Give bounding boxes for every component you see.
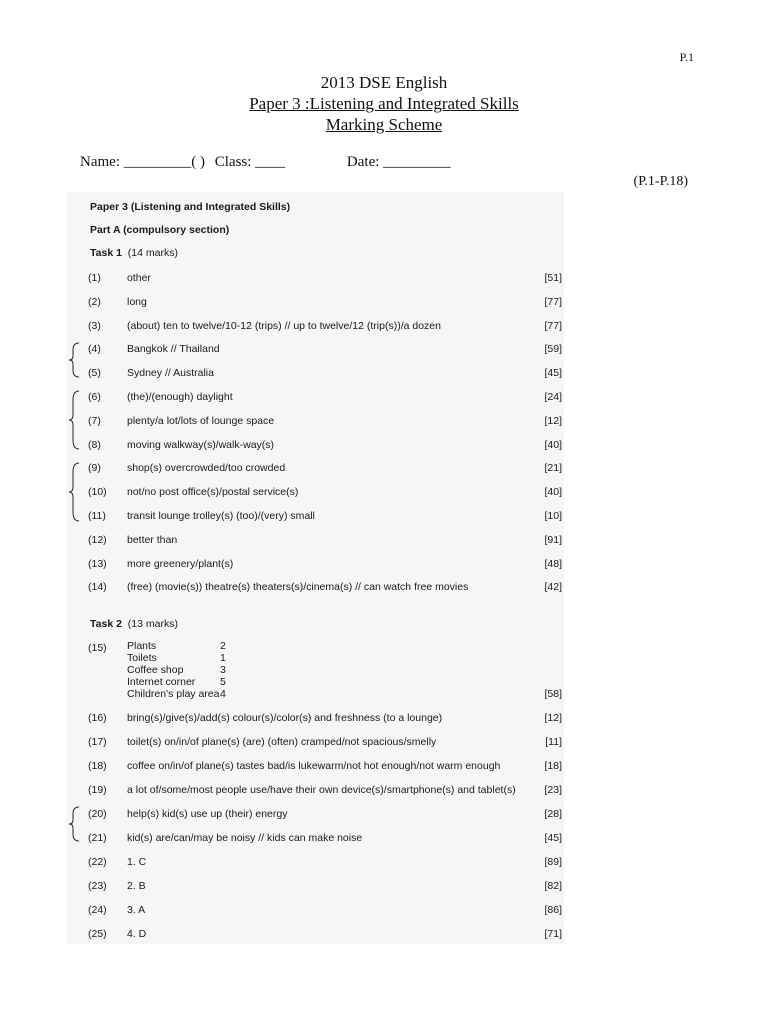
question-number: (17) [88, 736, 107, 748]
answer-row [66, 712, 564, 726]
question-number: (7) [88, 414, 101, 427]
question-number: (21) [88, 832, 107, 844]
brace-4-5 [68, 342, 80, 378]
answer-text: not/no post office(s)/postal service(s) [127, 486, 299, 499]
reference-code: [42] [544, 581, 562, 594]
ranking-item [127, 652, 247, 664]
reference-code: [45] [544, 832, 562, 844]
class-field: Class: ____ [214, 154, 286, 170]
reference-code: [18] [544, 760, 562, 772]
exam-title: 2013 DSE English [320, 73, 448, 92]
ranking-item-value: 2 [220, 640, 226, 652]
question-number: (14) [88, 581, 107, 594]
answer-text: plenty/a lot/lots of lounge space [127, 414, 275, 427]
answer-row [66, 343, 564, 357]
ranking-item-value: 1 [220, 652, 226, 664]
ranking-item-value: 3 [220, 664, 226, 676]
ranking-item-value: 4 [220, 688, 226, 700]
reference-code: [58] [544, 688, 562, 700]
ranking-item-value: 5 [220, 676, 226, 688]
answer-row [66, 486, 564, 500]
answer-text: a lot of/some/most people use/have their own device(s)/smartphone(s) and tablet(s) [127, 784, 516, 796]
question-number: (1) [88, 272, 101, 284]
question-number: (4) [88, 343, 101, 356]
answer-row [66, 320, 564, 334]
answer-row [66, 272, 564, 286]
answer-text: 2. B [127, 880, 146, 892]
scheme-title: Marking Scheme [325, 115, 443, 134]
answer-text: other [127, 272, 151, 284]
answer-text: coffee on/in/of plane(s) tastes bad/is lukewarm/not hot enough/not warm enough [127, 760, 501, 772]
task2-label: Task 2 [90, 618, 122, 630]
question-number: (8) [88, 438, 101, 451]
question-number: (18) [88, 760, 107, 772]
question-number: (11) [88, 510, 106, 522]
reference-code: [40] [544, 486, 562, 499]
ranking-item [127, 664, 247, 676]
ranking-item-name: Coffee shop [127, 664, 184, 676]
reference-code: [91] [544, 533, 562, 546]
scan-paper-title: Paper 3 (Listening and Integrated Skills) [90, 201, 291, 213]
reference-code: [23] [544, 784, 562, 796]
answer-row [66, 391, 564, 405]
ranking-item-name: Internet corner [127, 676, 196, 688]
answer-text: moving walkway(s)/walk-way(s) [127, 438, 275, 451]
brace-9-11 [68, 462, 80, 522]
answer-text: (free) (movie(s)) theatre(s) theaters(s)/cinema(s) // can watch free movies [127, 581, 469, 594]
answer-row [66, 736, 564, 750]
brace-6-8 [68, 390, 80, 450]
reference-code: [40] [544, 438, 562, 451]
answer-row [66, 880, 564, 894]
answer-text: toilet(s) on/in/of plane(s) (are) (often) cramped/not spacious/smelly [127, 736, 437, 748]
question-number: (19) [88, 784, 107, 796]
answer-row [66, 760, 564, 774]
answer-text: (about) ten to twelve/10-12 (trips) // up to twelve/12 (trip(s))/a dozen [127, 319, 441, 332]
reference-code: [24] [544, 391, 562, 403]
paper-title: Paper 3 :Listening and Integrated Skills [249, 94, 519, 113]
page-number: P.1 [679, 50, 694, 64]
question-number: (25) [88, 928, 107, 940]
answer-row [66, 581, 564, 595]
answer-row [66, 832, 564, 846]
answer-text: long [127, 295, 147, 308]
task2-heading [90, 618, 178, 630]
answer-row [66, 856, 564, 870]
task1-heading [90, 247, 178, 259]
question-number: (6) [88, 391, 101, 403]
reference-code: [12] [544, 414, 562, 427]
answer-row [66, 928, 564, 942]
reference-code: [11] [545, 736, 562, 748]
reference-code: [82] [544, 880, 562, 892]
reference-code: [77] [544, 319, 562, 332]
name-field: Name: _________( ) [80, 154, 205, 170]
ranking-item-name: Toilets [127, 652, 157, 664]
answer-row [66, 808, 564, 822]
question-number: (24) [88, 904, 107, 916]
ranking-item [127, 676, 247, 688]
reference-code: [71] [544, 928, 562, 940]
reference-code: [86] [544, 904, 562, 916]
reference-code: [45] [544, 367, 562, 380]
question-number: (23) [88, 880, 107, 892]
question-number: (20) [88, 808, 107, 820]
answer-row [66, 367, 564, 381]
student-info-row [80, 154, 451, 171]
reference-code: [77] [544, 295, 562, 308]
answer-row [66, 784, 564, 798]
answer-row [66, 534, 564, 548]
answer-row [66, 462, 564, 476]
task1-marks: (14 marks) [127, 247, 178, 259]
date-field: Date: _________ [346, 154, 451, 170]
answer-text: Bangkok // Thailand [127, 343, 220, 356]
question-number: (3) [88, 319, 101, 332]
answer-text: Sydney // Australia [127, 367, 214, 380]
answer-text: 4. D [127, 928, 147, 940]
answer-text: shop(s) overcrowded/too crowded [127, 462, 286, 475]
answer-row [66, 510, 564, 524]
question-number: (9) [88, 462, 101, 475]
question-number: (16) [88, 712, 107, 724]
ranking-item-name: Plants [127, 640, 157, 652]
answer-text: 1. C [127, 856, 147, 868]
answer-row [66, 439, 564, 453]
answer-text: more greenery/plant(s) [127, 557, 234, 570]
answer-row [66, 904, 564, 918]
answer-row [66, 558, 564, 572]
answer-text: bring(s)/give(s)/add(s) colour(s)/color(s) and freshness (to a lounge) [127, 712, 443, 724]
answer-text: 3. A [127, 904, 146, 916]
question-number: (2) [88, 295, 101, 308]
question-number: (10) [88, 486, 107, 499]
question-number: (13) [88, 557, 107, 570]
scan-part-title: Part A (compulsory section) [90, 224, 230, 236]
ranking-item [127, 640, 247, 652]
reference-code: [48] [544, 557, 562, 570]
answer-text: better than [127, 533, 178, 546]
answer-text: kid(s) are/can/may be noisy // kids can make noise [127, 832, 363, 844]
brace-20-21 [68, 806, 80, 842]
reference-code: [89] [544, 856, 562, 868]
answer-row [66, 296, 564, 310]
answer-text: transit lounge trolley(s) (too)/(very) small [127, 510, 315, 522]
answer-text: (the)/(enough) daylight [127, 391, 233, 403]
reference-code: [10] [544, 510, 562, 522]
page-range: (P.1-P.18) [633, 174, 688, 189]
answer-row [66, 415, 564, 429]
task1-label: Task 1 [90, 247, 122, 259]
answer-text: help(s) kid(s) use up (their) energy [127, 808, 288, 820]
question-number: (5) [88, 367, 101, 380]
reference-code: [21] [544, 462, 562, 475]
reference-code: [12] [544, 712, 562, 724]
document-header [0, 72, 768, 135]
reference-code: [51] [544, 272, 562, 284]
scanned-marking-scheme [66, 192, 564, 944]
question-number: (22) [88, 856, 107, 868]
question-number: (15) [88, 642, 107, 654]
ranking-item-name: Children's play area [127, 688, 220, 700]
reference-code: [59] [544, 343, 562, 356]
reference-code: [28] [544, 808, 562, 820]
question-number: (12) [88, 533, 107, 546]
answer-row-15-ref [66, 688, 564, 702]
task2-marks: (13 marks) [127, 618, 178, 630]
